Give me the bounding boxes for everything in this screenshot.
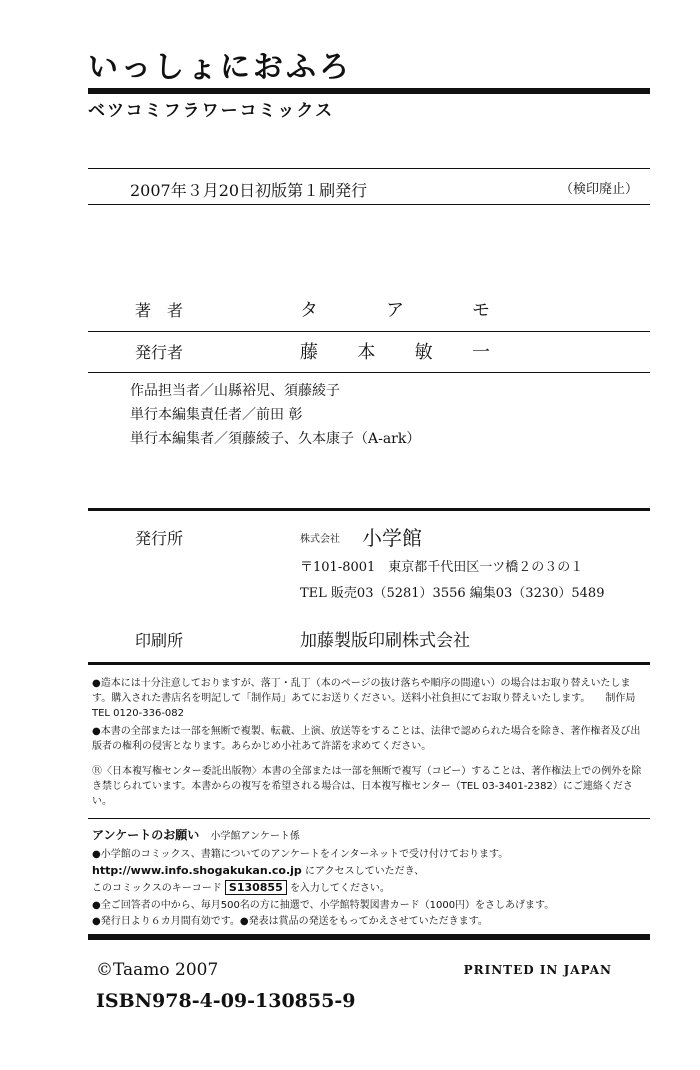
survey-line: ●発行日より６カ月間有効です。●発表は賞品の発送をもってかえさせていただきます。 — [92, 916, 488, 927]
publication-date: 2007年３月20日初版第１刷発行 — [130, 181, 368, 200]
divider — [88, 204, 650, 205]
publisher-char: 敏 — [414, 342, 433, 363]
company-phone: TEL 販売03（5281）3556 編集03（3230）5489 — [300, 586, 605, 601]
divider — [88, 372, 650, 373]
survey-url[interactable]: http://www.info.shogakukan.co.jp — [92, 864, 302, 877]
credit-line: 単行本編集者／須藤綾子、久本康子（A-ark） — [130, 431, 421, 447]
divider — [88, 168, 650, 169]
author-char: モ — [472, 300, 490, 321]
author-char: ア — [386, 300, 404, 321]
company-type: 株式会社 — [300, 534, 340, 545]
keycode-suffix: を入力してください。 — [289, 883, 390, 894]
seal-note: （検印廃止） — [559, 182, 638, 197]
keycode-box: S130855 — [225, 880, 287, 895]
printed-in-japan: PRINTED IN JAPAN — [463, 963, 612, 977]
survey-subtitle: 小学館アンケート係 — [210, 831, 300, 842]
company-name: 小学館 — [362, 526, 422, 550]
divider — [88, 662, 650, 665]
divider — [88, 508, 650, 511]
printer-label: 印刷所 — [135, 631, 184, 650]
publisher-label: 発行者 — [135, 343, 184, 362]
printer-name: 加藤製版印刷株式会社 — [300, 631, 470, 651]
credit-line: 単行本編集責任者／前田 彰 — [130, 407, 303, 423]
survey-line: ●小学館のコミックス、書籍についてのアンケートをインターネットで受け付けております。 — [92, 849, 509, 860]
series-name: ベツコミフラワーコミックス — [88, 101, 335, 121]
survey-line: ●全ご回答者の中から、毎月500名の方に抽選で、小学館特製図書カード（1000円）をさしあげます。 — [92, 900, 555, 911]
publisher-name — [300, 338, 490, 364]
publisher-char: 一 — [471, 342, 490, 363]
book-title: いっしょにおふろ — [88, 50, 352, 85]
divider — [88, 88, 650, 94]
author-name — [300, 296, 490, 322]
author-char: タ — [300, 300, 318, 321]
copyright: ©Taamo 2007 — [96, 960, 219, 980]
author-label: 著 者 — [135, 301, 184, 320]
note-paragraph: Ⓡ〈日本複写権センター委託出版物〉本書の全部または一部を無断で複写（コピー）することは、著作権法上での例外を除き禁じられています。本書からの複写を希望される場合は、日本複写権センター（TEL 03-3401-2382）にご連絡ください。 — [92, 766, 642, 807]
divider — [88, 331, 650, 332]
survey-url-suffix: にアクセスしていただき、 — [304, 866, 425, 877]
divider — [88, 934, 650, 940]
survey-title: アンケートのお願い — [92, 828, 200, 842]
survey-heading — [92, 826, 300, 843]
isbn: ISBN978-4-09-130855-9 — [96, 990, 356, 1012]
company-address: 〒101-8001 東京都千代田区一ツ橋２の３の１ — [300, 560, 584, 575]
keycode-prefix: このコミックスのキーコード — [92, 883, 222, 894]
publisher-char: 藤 — [300, 342, 318, 363]
note-paragraph: ●本書の全部または一部を無断で複製、転載、上演、放送等をすることは、法律で認められた場合を除き、著作権者及び出版者の権利の侵害となります。あらかじめ小社あて許諾を求めてください。 — [92, 726, 641, 752]
note-paragraph: ●造本には十分注意しておりますが、落丁・乱丁（本のページの抜け落ちや順序の間違い）の場合はお取り替えいたします。購入された書店名を明記して「制作局」あてにお送りください。送料小社負担にてお取り替えいたします。 制作局 TEL 0120-336-082 — [92, 678, 636, 719]
publisher-char: 本 — [357, 342, 376, 363]
office-label: 発行所 — [135, 529, 184, 548]
divider — [88, 818, 650, 819]
survey-keycode-line — [92, 879, 390, 894]
credit-line: 作品担当者／山縣裕児、須藤綾子 — [130, 383, 340, 399]
survey-url-line — [92, 862, 424, 877]
